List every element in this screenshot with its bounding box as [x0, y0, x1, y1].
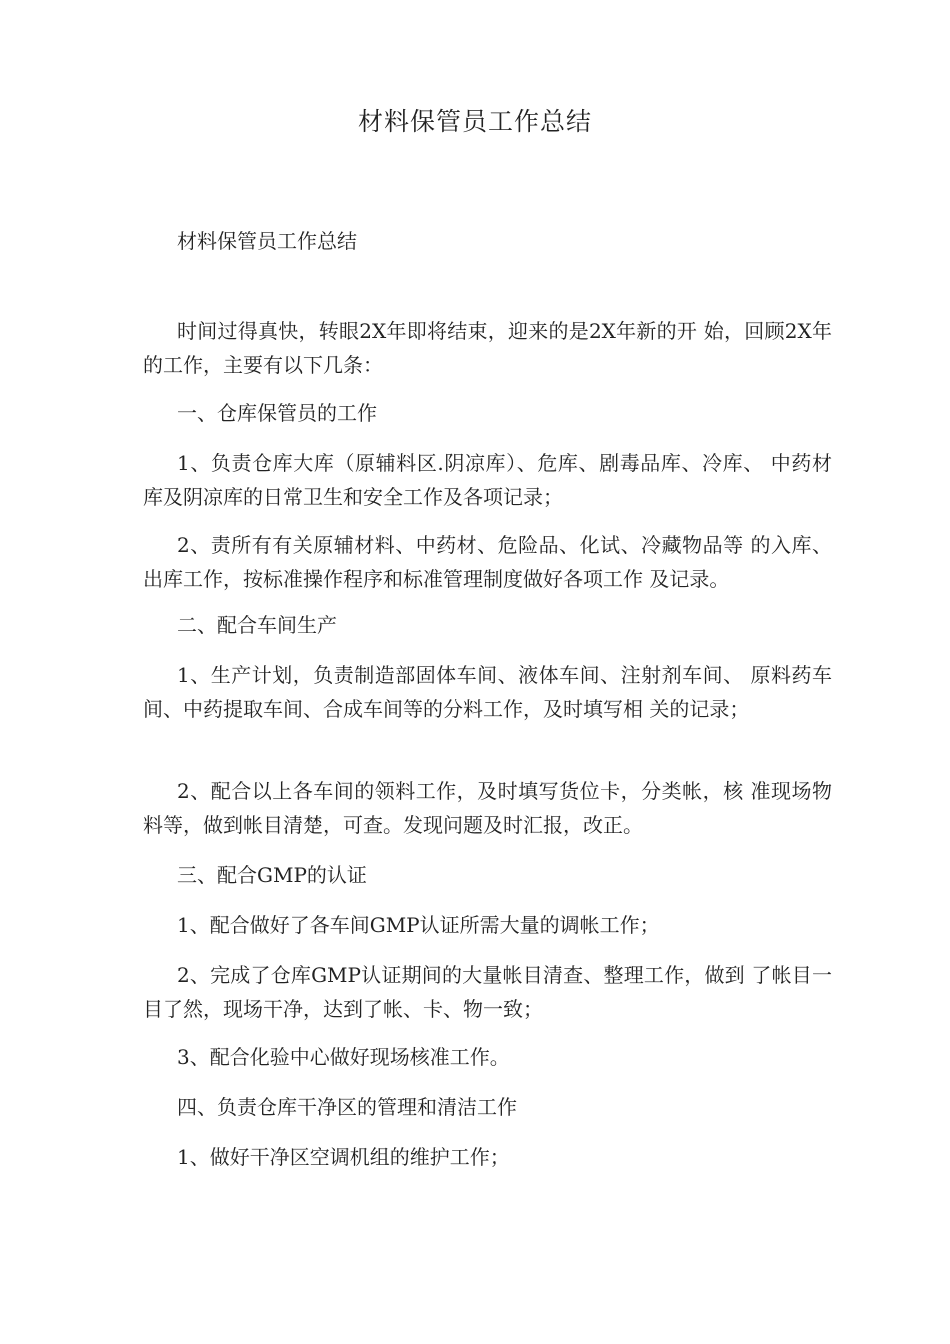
paragraph-1-2: 2、责所有有关原辅材料、中药材、危险品、化试、冷藏物品等 的入库、出库工作，按标准操作程序和标准管理制度做好各项工作 及记录。 [143, 533, 832, 591]
section-heading-2: 二、配合车间生产 [177, 613, 337, 637]
section-heading-1: 一、仓库保管员的工作 [177, 401, 377, 425]
paragraph-3-1: 1、配合做好了各车间GMP认证所需大量的调帐工作； [177, 913, 660, 937]
paragraph-2-2: 2、配合以上各车间的领料工作，及时填写货位卡，分类帐，核 准现场物料等，做到帐目清楚，可查。发现问题及时汇报，改正。 [143, 779, 832, 837]
document-subtitle: 材料保管员工作总结 [177, 229, 357, 253]
section-heading-3: 三、配合GMP的认证 [177, 863, 367, 887]
paragraph-3-2: 2、完成了仓库GMP认证期间的大量帐目清查、整理工作，做到 了帐目一目了然，现场干净，达到了帐、卡、物一致； [143, 963, 832, 1021]
section-heading-4: 四、负责仓库干净区的管理和清洁工作 [177, 1095, 517, 1119]
paragraph-intro: 时间过得真快，转眼2X年即将结束，迎来的是2X年新的开 始，回顾2X年的工作，主要有以下几条： [143, 319, 832, 377]
paragraph-3-3: 3、配合化验中心做好现场核准工作。 [177, 1045, 510, 1069]
document-title: 材料保管员工作总结 [357, 107, 592, 136]
paragraph-4-1: 1、做好干净区空调机组的维护工作； [177, 1145, 510, 1169]
paragraph-2-1: 1、生产计划，负责制造部固体车间、液体车间、注射剂车间、 原料药车间、中药提取车间、合成车间等的分料工作，及时填写相 关的记录； [143, 663, 832, 721]
paragraph-1-1: 1、负责仓库大库（原辅料区.阴凉库）、危库、剧毒品库、冷库、 中药材库及阴凉库的日常卫生和安全工作及各项记录； [143, 451, 832, 509]
